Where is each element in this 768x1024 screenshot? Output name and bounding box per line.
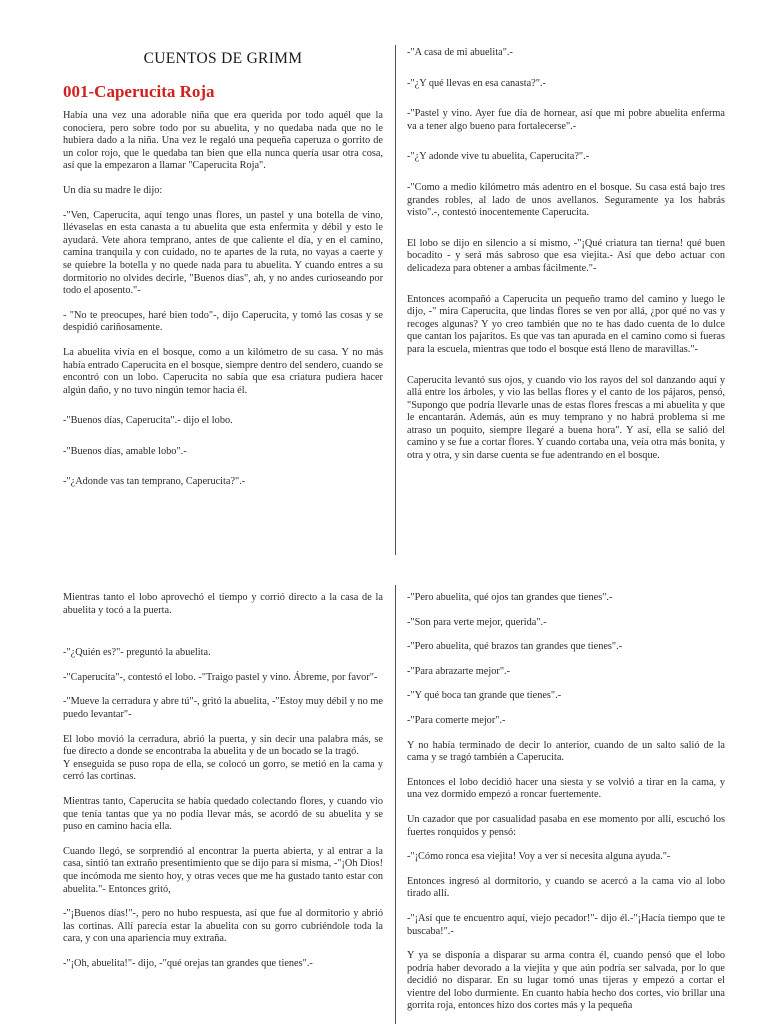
paragraph: -"Como a medio kilómetro más adentro en el bosque. Su casa está bajo tres grandes robles, al lado de unos avellanos. Seguramente ya los habrás visto".-, contestó inocentemente Caperucita. — [407, 181, 725, 219]
paragraph: Un cazador que por casualidad pasaba en ese momento por allí, escuchó los fuertes ronquidos y pensó: — [407, 813, 725, 838]
paragraph: -"¡Cómo ronca esa viejita! Voy a ver si necesita alguna ayuda."- — [407, 851, 671, 863]
page-1-right-column — [407, 47, 725, 463]
paragraph: La abuelita vivía en el bosque, como a un kilómetro de su casa. Y no más había entrado Caperucita en el bosque, siempre dentro del sendero, cuando se encontró con un lobo. Caperucita no sabía que esa criatura pudiera hacer algún daño, y no tuvo ningún temor hacia él. — [63, 346, 383, 396]
paragraph: -"Ven, Caperucita, aquí tengo unas flores, un pastel y una botella de vino, llévaselas en esta canasta a tu abuelita que esta enfermita y débil y esto le ayudará. Vete ahora temprano, antes de que caliente el día, y en el camino, camina tranquila y con cuidado, no te apartes de la ruta, no vayas a caerte y se quiebre la botella y no quede nada para tu abuelita. Y cuando entres a su dormitorio no olvides decirle, "Buenos días", ah, y no andes curioseando por todo el aposento."- — [63, 209, 383, 297]
paragraph: -"Buenos días, amable lobo".- — [63, 445, 187, 457]
paragraph: -"Son para verte mejor, querida".- — [407, 616, 547, 628]
paragraph: -"¿Y qué llevas en esa canasta?".- — [407, 77, 546, 89]
paragraph: - "No te preocupes, haré bien todo"-, dijo Caperucita, y tomó las cosas y se despidió cariñosamente. — [63, 309, 383, 334]
paragraph: Entonces ingresó al dormitorio, y cuando se acercó a la cama vio al lobo tirado allí. — [407, 875, 725, 900]
paragraph: Cuando llegó, se sorprendió al encontrar la puerta abierta, y al entrar a la casa, sintió tan extraño presentimiento que se dijo para sí misma, -"¡Oh Dios! que incómoda me siento hoy, y otras veces que me ha gustado tanto estar con abuelita."- Entonces gritó, — [63, 845, 383, 895]
paragraph: -"Caperucita"-, contestó el lobo. -"Traigo pastel y vino. Ábreme, por favor"- — [63, 671, 378, 683]
paragraph: -"¡Oh, abuelita!"- dijo, -"qué orejas tan grandes que tienes".- — [63, 957, 313, 969]
paragraph: -"¿Y adonde vive tu abuelita, Caperucita?".- — [407, 151, 590, 163]
paragraph: -"¡Así que te encuentro aquí, viejo pecador!"- dijo él.-"¡Hacía tiempo que te buscaba!".- — [407, 912, 725, 937]
paragraph: -"Buenos días, Caperucita".- dijo el lobo. — [63, 415, 233, 427]
paragraph: Mientras tanto el lobo aprovechó el tiempo y corrió directo a la casa de la abuelita y tocó a la puerta. — [63, 592, 383, 616]
story-heading: 001-Caperucita Roja — [63, 82, 215, 101]
paragraph: -"¡Buenos días!"-, pero no hubo respuesta, así que fue al dormitorio y abrió las cortinas. Allí parecía estar la abuelita con su gorro cubriéndole toda la cara, y con una apariencia muy extraña. — [63, 908, 383, 945]
paragraph: -"Mueve la cerradura y abre tú"-, gritó la abuelita, -"Estoy muy débil y no me puedo levantar"- — [63, 696, 383, 720]
column-divider-top — [395, 45, 396, 555]
paragraph: Había una vez una adorable niña que era querida por todo aquél que la conociera, pero sobre todo por su abuelita, y no quedaba nada que no le hubiera dado a la niña. Una vez le regaló una pequeña caperuza o gorrito de un color rojo, que le quedaba tan bien que ella nunca quería usar otra cosa, así que la empezaron a llamar "Caperucita Roja". — [63, 110, 383, 172]
paragraph: El lobo se dijo en silencio a sí mismo, -"¡Qué criatura tan tierna! qué buen bocadito - y será más sabroso que esa viejita.- Así que debo actuar con delicadeza para obtener a ambas fácilmente."- — [407, 237, 725, 274]
paragraph: Y no había terminado de decir lo anterior, cuando de un salto salió de la cama y se tragó también a Caperucita. — [407, 739, 725, 764]
paragraph: Entonces acompañó a Caperucita un pequeño tramo del camino y luego le dijo, -" mira Caperucita, que lindas flores se ven por allá, ¿por qué no vas y recoges algunas? Y yo creo también que no te has dado cuenta de lo dulce que cantan los pajaritos. Es que vas tan apurada en el camino como si fueras para la escuela, mientras que todo el bosque está lleno de maravillas."- — [407, 293, 725, 355]
paragraph: -"Pero abuelita, qué ojos tan grandes que tienes".- — [407, 592, 613, 603]
page-2-left-column — [63, 592, 383, 970]
paragraph: Un día su madre le dijo: — [63, 184, 163, 196]
paragraph: -"A casa de mi abuelita".- — [407, 47, 513, 58]
paragraph: -"Pastel y vino. Ayer fue día de hornear, así que mi pobre abuelita enferma va a tener algo bueno para fortalecerse".- — [407, 108, 725, 132]
column-divider-bottom — [395, 585, 396, 1024]
paragraph: Entonces el lobo decidió hacer una siesta y se volvió a tirar en la cama, y una vez dormido empezó a roncar fuertemente. — [407, 776, 725, 801]
paragraph: Y ya se disponía a disparar su arma contra él, cuando pensó que el lobo podría haber devorado a la viejita y que aún podría ser salvada, por lo que decidió no disparar. En su lugar tomó unas tijeras y empezó a cortar el vientre del lobo durmiente. En cuanto había hecho dos cortes, vio brillar una gorrita roja, entonces hizo dos cortes más y la pequeña — [407, 950, 725, 1012]
paragraph: Mientras tanto, Caperucita se había quedado colectando flores, y cuando vio que tenía tantas que ya no podía llevar más, se acordó de su abuelita y se puso en camino hacia ella. — [63, 795, 383, 833]
paragraph: Caperucita levantó sus ojos, y cuando vio los rayos del sol danzando aquí y allá entre los árboles, y vio las bellas flores y el canto de los pájaros, pensó, "Supongo que podría llevarle unas de estas flores frescas a mi abuelita y que le encantarán. Además, aún es muy temprano y no habrá problema si me atraso un poquito, siempre llegaré a buena hora". Y así, ella se salió del camino y se fue a cortar flores. Y cuando cortaba una, veía otra más bonita, y otra y otra, y sin darse cuenta se fue adentrando en el bosque. — [407, 374, 725, 462]
paragraph: -"Pero abuelita, qué brazos tan grandes que tienes".- — [407, 641, 623, 653]
paragraph: -"Para comerte mejor".- — [407, 714, 506, 726]
document-title: CUENTOS DE GRIMM — [143, 50, 303, 67]
paragraph: -"¿Adonde vas tan temprano, Caperucita?".- — [63, 476, 246, 488]
paragraph: El lobo movió la cerradura, abrió la puerta, y sin decir una palabra más, se fue directo a donde se encontraba la abuelita y de un bocado se la tragó. Y enseguida se puso ropa de ella, se colocó un gorro, se metió en la cama y cerró las cortinas. — [63, 733, 383, 783]
page-1-left-column — [63, 110, 383, 489]
paragraph: -"Y qué boca tan grande que tienes".- — [407, 690, 562, 702]
paragraph: -"¿Quién es?"- preguntó la abuelita. — [63, 647, 211, 659]
page-2-right-column — [407, 592, 725, 1013]
paragraph: -"Para abrazarte mejor".- — [407, 665, 511, 677]
